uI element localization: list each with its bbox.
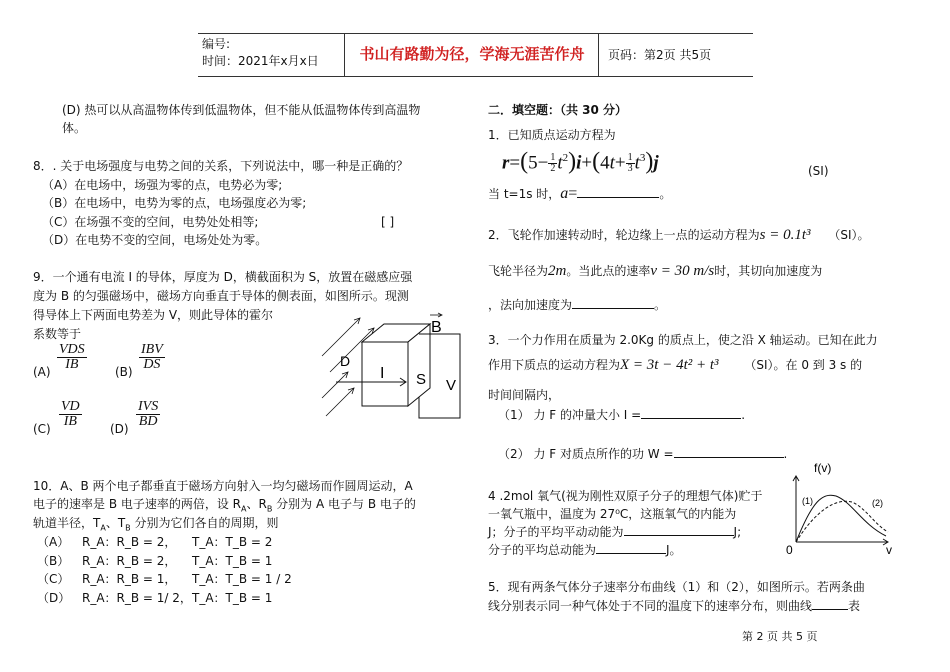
q10-line3: 轨道半径，$T_A$、$T_B$ 分别为它们各自的周期，则	[33, 516, 279, 533]
q9-line4: 系数等于	[33, 327, 82, 341]
q9b-denominator: DS	[143, 357, 161, 372]
fig-label-d: D	[340, 353, 351, 369]
header-motto: 书山有路勤为径，学海无涯苦作舟	[359, 47, 585, 63]
q2-line1: 2．飞轮作加速转动时，轮边缘上一点的运动方程为s = 0.1t³ （SI）。	[488, 227, 870, 243]
q4-line1: 4 .2mol 氧气(视为刚性双原子分子的理想气体)贮于	[488, 489, 763, 503]
q8-stem: 8．. 关于电场强度与电势之间的关系，下列说法中，哪一种是正确的？	[33, 159, 409, 173]
q3-line2: 作用下质点的运动方程为X = 3t − 4t² + t³ （SI）。在 0 到 3 s 的	[488, 357, 863, 373]
q10-line2: 电子的速率是 B 电子速率的两倍，设 $R_A$、$R_B$ 分别为 A 电子与 B 电子的	[33, 497, 416, 514]
q3-sub2: （2） 力 F 对质点所作的功 W = .	[498, 447, 788, 461]
q7d-line1: (D) 热可以从高温物体传到低温物体，但不能从低温物体传到高温物	[62, 103, 421, 117]
q8-answer-bracket: [ ]	[381, 215, 395, 229]
q9c-denominator: IB	[63, 414, 77, 429]
q3-sub1: （1） 力 F 的冲量大小 I = .	[498, 408, 746, 422]
b-vector-arrow	[430, 313, 442, 317]
page-label: 页码：第2页 共5页	[608, 48, 712, 62]
q9-line3: 得导体上下两面电势差为 V，则此导体的霍尔	[33, 308, 274, 322]
q9d-denominator: BD	[138, 414, 158, 429]
graph-axes	[793, 476, 888, 545]
header-info	[202, 36, 342, 74]
q4-line2: 一氧气瓶中，温度为 27⁰C，这瓶氧气的内能为	[488, 507, 737, 521]
q8-option-a: （A）在电场中，场强为零的点，电势必为零;	[42, 178, 283, 192]
fig-label-i: I	[380, 365, 385, 382]
q1-when: 当 t=1s 时，a= 。	[488, 185, 672, 202]
q4-line4: 分子的平均总动能为 J。	[488, 543, 682, 557]
q4-line3: J；分子的平均平动动能为 J;	[488, 525, 742, 539]
header-divider	[598, 34, 599, 76]
q8-option-b: （B）在电场中，电势为零的点，电场强度必为零;	[42, 196, 307, 210]
q9a-denominator: IB	[65, 357, 79, 372]
q9a-numerator: VDS	[59, 342, 85, 357]
q3-line1: 3．一个力作用在质量为 2.0Kg 的质点上，使之沿 X 轴运动。已知在此力	[488, 333, 878, 347]
q9-line2: 度为 B 的匀强磁场中，磁场方向垂直于导体的侧表面，如图所示。现测	[33, 289, 409, 303]
graph-xlabel: v	[886, 543, 892, 557]
q5-line1: 5．现有两条气体分子速率分布曲线（1）和（2），如图所示。若两条曲	[488, 580, 865, 594]
speed-distribution-graph	[782, 462, 902, 558]
q10-option-b: （B） R_A：R_B = 2， T_A：T_B = 1	[37, 554, 273, 568]
fig-label-s: S	[416, 371, 427, 388]
q9c-numerator: VD	[61, 399, 80, 414]
q10-option-a: （A） R_A：R_B = 2， T_A：T_B = 2	[37, 535, 273, 549]
graph-origin: 0	[786, 543, 793, 557]
graph-ylabel: f(v)	[814, 462, 832, 475]
q1-equation: r=(5− $\frac{1}{2}$ $t^2)i+(4t+$ $\frac{1}{3}$ $t^3)j$	[502, 148, 659, 175]
fig-label-b: B	[431, 319, 442, 336]
q2-line2: 飞轮半径为2m。当此点的速率v = 30 m/s时，其切向加速度为	[488, 263, 823, 279]
page-footer: 第 2 页 共 5 页	[742, 630, 818, 643]
q7d-line2: 体。	[62, 121, 87, 135]
q8-option-c: （C）在场强不变的空间，电势处处相等;	[42, 215, 259, 229]
page-header	[198, 33, 753, 77]
q3-line3: 时间间隔内，	[488, 388, 561, 402]
q10-option-d: （D） R_A：R_B = 1/ 2， T_A：T_B = 1	[37, 591, 273, 605]
q9b-numerator: IBV	[141, 342, 163, 357]
q2-line3: ，法向加速度为 。	[488, 298, 667, 312]
q8-option-d: （D）在电势不变的空间，电场处处为零。	[42, 233, 268, 247]
section-title: 二．填空题：（共 30 分）	[488, 103, 628, 117]
fig-label-v: V	[446, 377, 457, 394]
q5-line2: 线分别表示同一种气体处于不同的温度下的速率分布，则曲线 表	[488, 599, 861, 613]
q9d-numerator: IVS	[138, 399, 159, 414]
q1-si: (SI)	[808, 164, 829, 178]
q10-option-c: （C） R_A：R_B = 1， T_A：T_B = 1 / 2	[37, 572, 292, 586]
q10-line1: 10．A、B 两个电子都垂直于磁场方向射入一均匀磁场而作圆周运动，A	[33, 479, 413, 493]
q1-stem: 1．已知质点运动方程为	[488, 128, 616, 142]
curve-2-label: (2)	[872, 498, 883, 508]
hall-effect-figure	[318, 312, 468, 424]
conductor-block	[362, 324, 430, 406]
time-label: 时间：2021年x月x日	[202, 54, 319, 68]
q9-line1: 9．一个通有电流 I 的导体，厚度为 D，横截面积为 S，放置在磁感应强	[33, 270, 413, 284]
curve-1-label: (1)	[802, 496, 813, 506]
header-divider	[344, 34, 345, 76]
number-label: 编号:	[202, 37, 231, 51]
